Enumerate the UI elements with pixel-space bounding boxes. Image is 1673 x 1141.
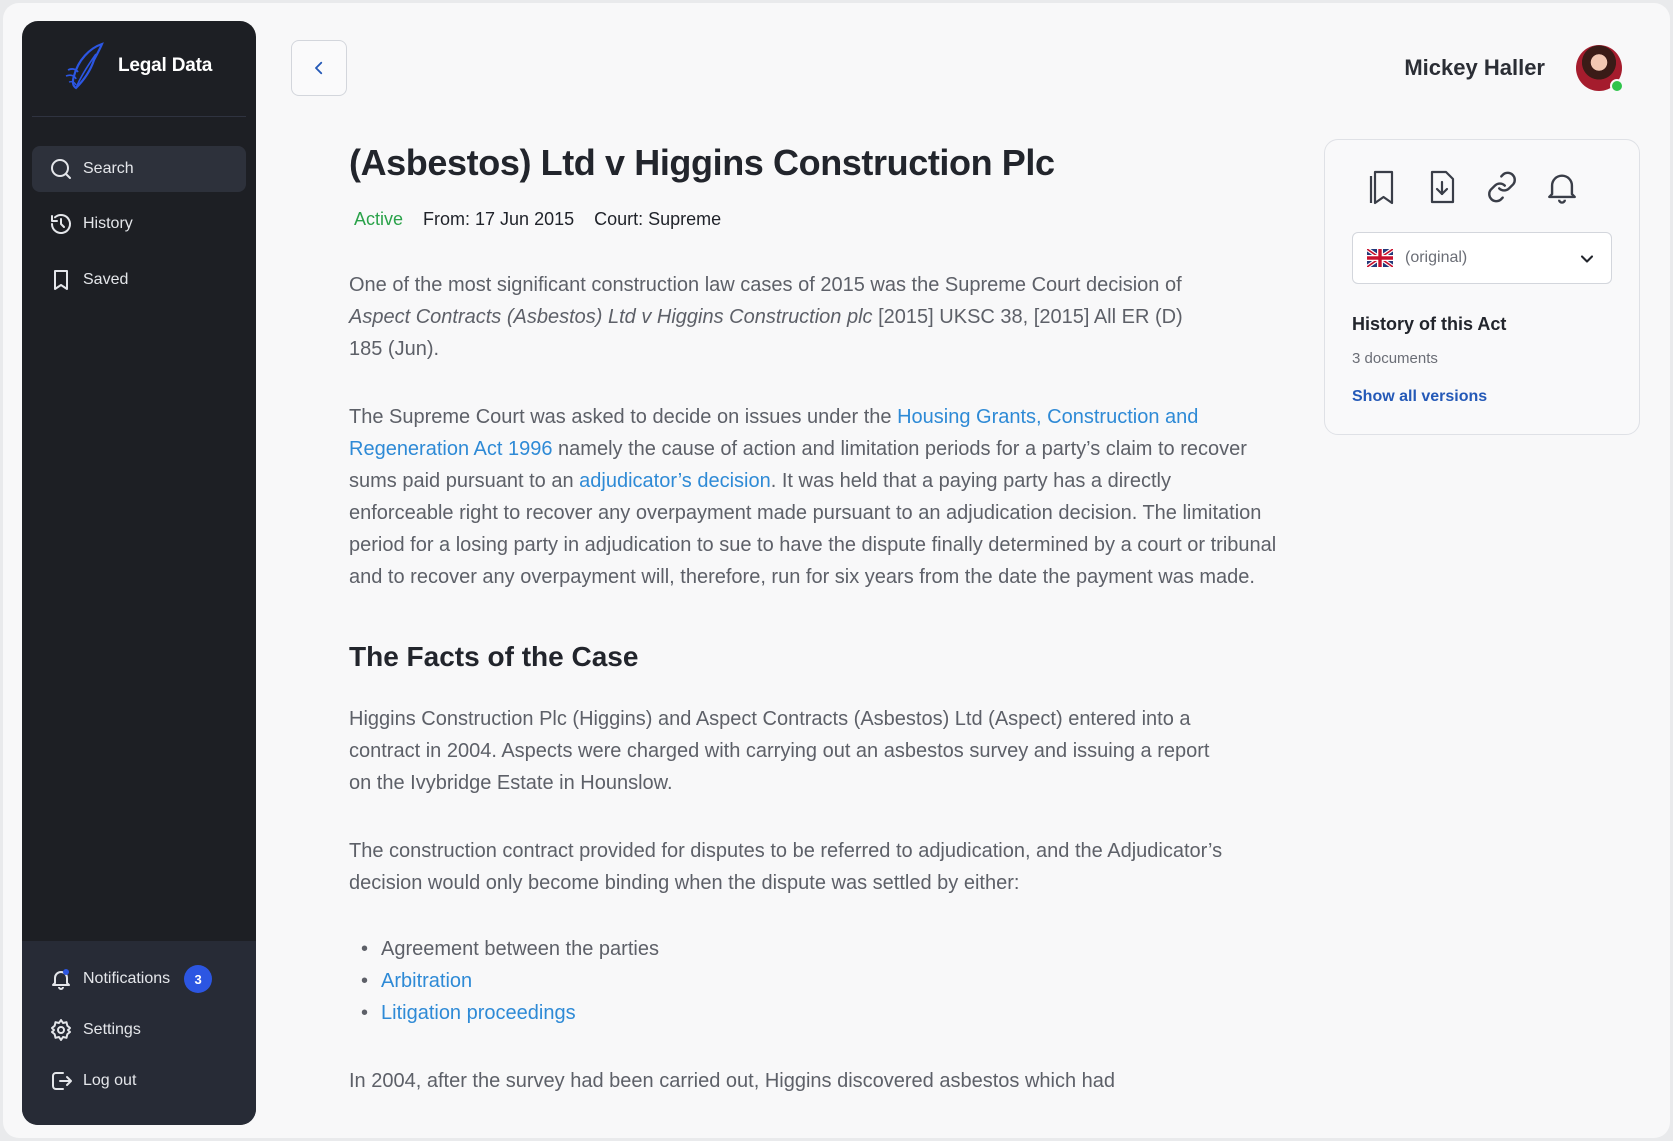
paragraph-intro bbox=[349, 269, 1209, 365]
sidebar-item-label: History bbox=[83, 215, 133, 232]
document-actions-card bbox=[1324, 139, 1640, 435]
sidebar-footer bbox=[22, 941, 256, 1125]
document-title: (Asbestos) Ltd v Higgins Construction Plc bbox=[349, 142, 1055, 183]
sidebar bbox=[22, 21, 256, 1125]
gear-icon bbox=[49, 1018, 73, 1042]
text: namely the cause of action and limitation periods for a party’s claim to recover sums paid pursuant to an bbox=[349, 438, 1247, 492]
action-toolbar bbox=[1365, 168, 1605, 206]
online-status-dot bbox=[1610, 79, 1624, 93]
sidebar-item-logout[interactable] bbox=[32, 1058, 246, 1104]
sidebar-item-label: Settings bbox=[83, 1021, 141, 1038]
paragraph-disputes: The construction contract provided for disputes to be referred to adjudication, and the Adjudicator’s decision would only become binding when the dispute was settled by either: bbox=[349, 840, 1223, 894]
bell-icon[interactable] bbox=[1545, 168, 1579, 206]
history-icon bbox=[49, 212, 73, 236]
sidebar-item-label: Log out bbox=[83, 1072, 137, 1089]
paragraph-facts: Higgins Construction Plc (Higgins) and Aspect Contracts (Asbestos) Ltd (Aspect) entered into a contract in 2004. Aspects were charged with carrying out an asbestos survey and issuing a report on the Ivybridge Estate in Hounslow. bbox=[349, 708, 1210, 794]
language-value: (original) bbox=[1405, 249, 1468, 266]
list-item: • Agreement between the parties bbox=[349, 933, 1279, 965]
status-badge: Active bbox=[354, 209, 404, 229]
section-title: The Facts of the Case bbox=[349, 641, 639, 672]
app-window bbox=[3, 3, 1670, 1138]
history-title: History of this Act bbox=[1352, 314, 1507, 334]
document-meta bbox=[349, 207, 1279, 231]
date-from: From: 17 Jun 2015 bbox=[423, 209, 575, 229]
bookmark-icon[interactable] bbox=[1365, 168, 1399, 206]
court-label: Court: Supreme bbox=[594, 209, 722, 229]
settlement-list bbox=[349, 933, 1279, 1029]
language-select[interactable] bbox=[1352, 232, 1612, 284]
back-button[interactable] bbox=[291, 40, 347, 96]
brand-name: Legal Data bbox=[118, 55, 213, 76]
chevron-left-icon bbox=[310, 59, 328, 77]
case-citation: Aspect Contracts (Asbestos) Ltd v Higgins Construction plc bbox=[349, 306, 873, 328]
brand[interactable] bbox=[64, 41, 212, 91]
sidebar-item-history[interactable] bbox=[32, 201, 246, 247]
text: One of the most significant construction law cases of 2015 was the Supreme Court decision of bbox=[349, 274, 1182, 296]
history-count: 3 documents bbox=[1352, 350, 1438, 367]
paragraph-summary bbox=[349, 401, 1279, 593]
text: [2015] UKSC 38, [2015] All ER (D) 185 (Jun). bbox=[349, 306, 1183, 360]
paragraph-continued: In 2004, after the survey had been carried out, Higgins discovered asbestos which had bbox=[349, 1070, 1116, 1092]
logo-icon bbox=[64, 42, 108, 90]
bookmark-icon bbox=[49, 268, 73, 292]
sidebar-item-notifications[interactable] bbox=[32, 956, 246, 1002]
download-file-icon[interactable] bbox=[1425, 168, 1459, 206]
avatar[interactable] bbox=[1576, 45, 1622, 91]
search-icon bbox=[49, 157, 73, 181]
text: . It was held that a paying party has a directly enforceable right to recover any overpayment made pursuant to an adjudication decision. The limitation period for a losing party in adjudication to sue to have the dispute finally determined by a court or tribunal and to recover any overpayment will, therefore, run for six years from the date the payment was made. bbox=[349, 470, 1277, 588]
show-all-versions-link[interactable]: Show all versions bbox=[1352, 388, 1488, 405]
adjudicator-decision-link[interactable]: adjudicator’s decision bbox=[579, 470, 771, 492]
list-item-arbitration-link[interactable]: • Arbitration bbox=[349, 965, 1279, 997]
sidebar-item-label: Notifications bbox=[83, 970, 171, 987]
bell-icon bbox=[49, 967, 73, 991]
user-name[interactable]: Mickey Haller bbox=[1404, 55, 1545, 80]
sidebar-item-label: Search bbox=[83, 160, 134, 177]
document-content bbox=[349, 133, 1279, 1097]
uk-flag-icon bbox=[1367, 249, 1393, 267]
sidebar-item-saved[interactable] bbox=[32, 257, 246, 303]
notification-count-badge: 3 bbox=[184, 965, 212, 993]
logout-icon bbox=[49, 1069, 73, 1093]
sidebar-item-search[interactable] bbox=[32, 146, 246, 192]
sidebar-item-settings[interactable] bbox=[32, 1007, 246, 1053]
list-item-litigation-link[interactable]: • Litigation proceedings bbox=[349, 997, 1279, 1029]
sidebar-item-label: Saved bbox=[83, 271, 129, 288]
act-link[interactable]: Housing Grants, Construction and Regeneration Act 1996 bbox=[349, 406, 1199, 460]
link-icon[interactable] bbox=[1485, 168, 1519, 206]
chevron-down-icon bbox=[1577, 249, 1597, 269]
text: The Supreme Court was asked to decide on issues under the bbox=[349, 406, 898, 428]
divider bbox=[32, 116, 246, 117]
